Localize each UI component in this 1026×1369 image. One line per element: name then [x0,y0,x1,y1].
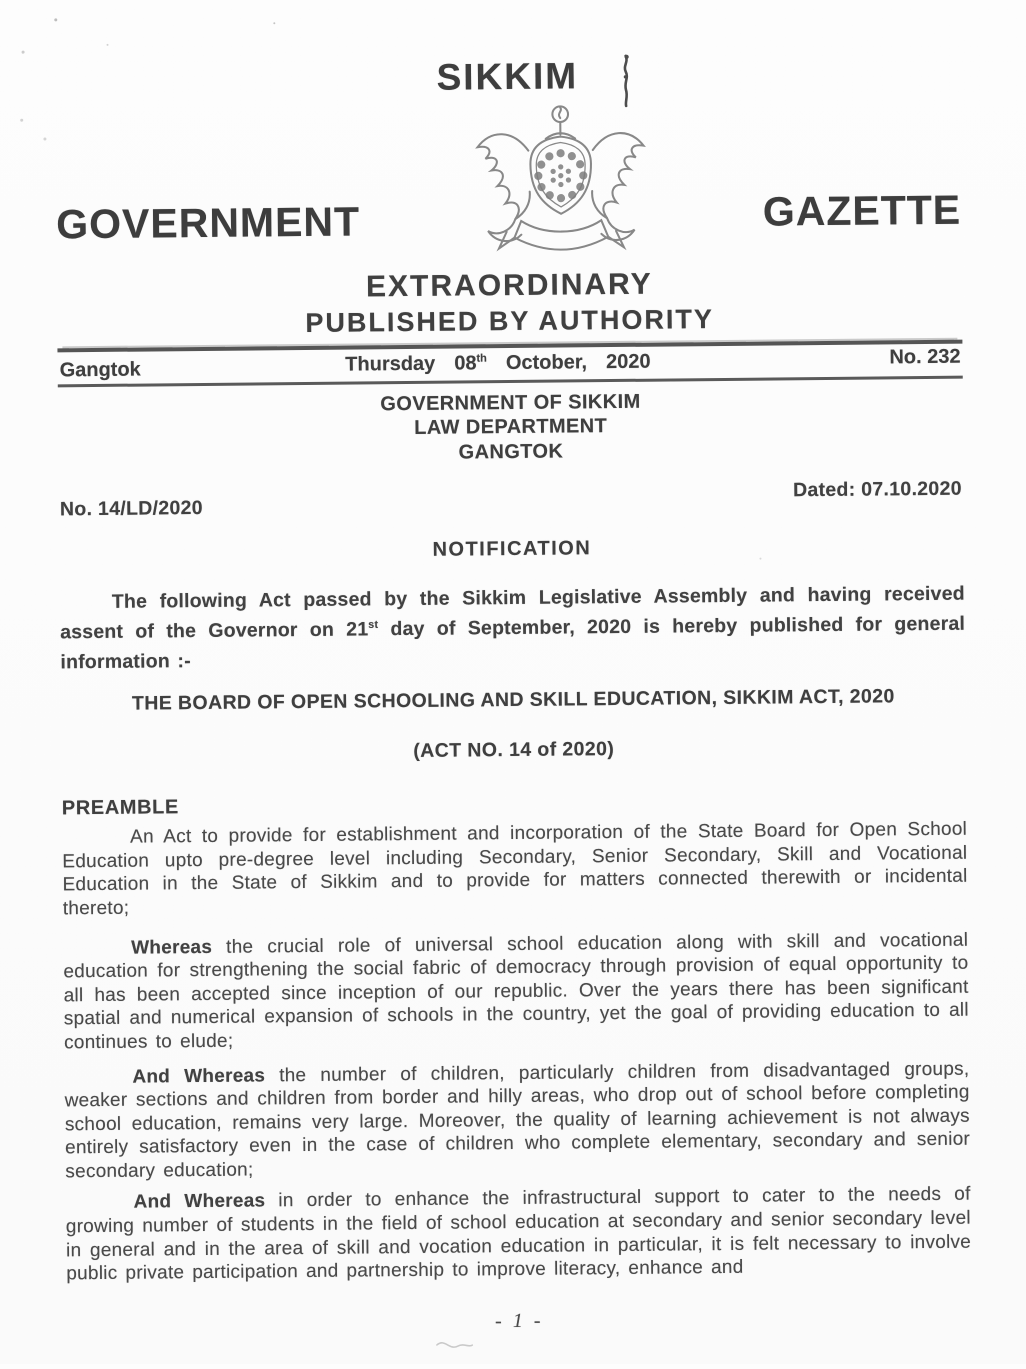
department-line-law: LAW DEPARTMENT [414,415,608,440]
emblem-container [466,99,656,272]
department-line-government: GOVERNMENT OF SIKKIM [380,390,641,416]
masthead-row [55,101,962,276]
scan-speck [54,18,57,21]
department-line-gangtok: GANGTOK [458,440,564,464]
ordinal-suffix: st [368,618,379,632]
gazette-date [345,351,651,377]
and-whereas-paragraph-2: And Whereas in order to enhance the infrastructural support to cater to the needs of growing number of students in the field of school education at secondary and senior secondary level in general and in the area of skill and vocation education in particular, it is felt necessary to involve public private participation and partnership to improve literacy, enhance and [65,1184,972,1285]
preamble-heading: PREAMBLE [61,796,179,820]
scan-speck [22,51,25,54]
notification-date: Dated: 07.10.2020 [792,477,962,502]
masthead-right-title: GAZETTE [762,186,962,235]
preamble-paragraph: An Act to provide for establishment and incorporation of the State Board for Open School Education upto pre-degree level including Secondary, Senior Secondary, Skill and Vocational Education in the State of Sikkim and to provide for matters connected therewith or incidental thereto; [62,818,968,920]
scan-speck [107,44,109,46]
gazette-issue-number: No. 232 [889,345,961,369]
reference-row [59,478,964,525]
gazette-weekday: Thursday [345,352,436,376]
notification-intro-paragraph: The following Act passed by the Sikkim Legislative Assembly and having received assent of the Governor on 21st day of September, 2020 is hereby published for general information :- [60,582,966,674]
scan-speck [20,119,23,122]
masthead-left-title: GOVERNMENT [56,198,361,248]
issue-info-band [57,340,962,388]
state-name-heading: SIKKIM [436,55,579,98]
act-number: (ACT NO. 14 of 2020) [413,738,615,763]
notification-number: No. 14/LD/2020 [59,497,204,521]
extraordinary-banner: EXTRAORDINARY [365,267,653,304]
page-number: - 1 - [495,1309,544,1333]
scan-speck [43,137,46,140]
notification-heading: NOTIFICATION [432,537,592,561]
department-block [58,387,964,469]
and-whereas-paragraph-1: And Whereas the number of children, particularly children from disadvantaged groups, weaker sections and children from border and hilly areas, who drop out of school before completing school education, remains very large. Moreover, the quality of learning achievement is not always entirely satisfactory even in the case of children who complete elementary, secondary and senior secondary education; [64,1058,971,1183]
gazette-month: October, [505,351,588,375]
published-by-authority-banner: PUBLISHED BY AUTHORITY [305,304,715,338]
whereas-paragraph: Whereas the crucial role of universal school education along with skill and vocational education for strengthening the social fabric of democracy through provision of equal opportunity to all has been accepted since inception of our republic. Over the years there has been significant spatial and numerical expansion of schools in the country, yet the goal of providing education to all continues to elude; [63,929,969,1054]
gazette-place: Gangtok [59,358,141,382]
gazette-year: 2020 [605,350,651,374]
sikkim-coat-of-arms-icon [466,99,656,267]
act-title: THE BOARD OF OPEN SCHOOLING AND SKILL EDUCATION, SIKKIM ACT, 2020 [131,685,895,715]
scan-speck [273,22,275,24]
gazette-day: 08th [454,352,487,375]
ordinal-suffix: th [476,352,487,365]
pencil-squiggle-artifact [434,1334,476,1358]
